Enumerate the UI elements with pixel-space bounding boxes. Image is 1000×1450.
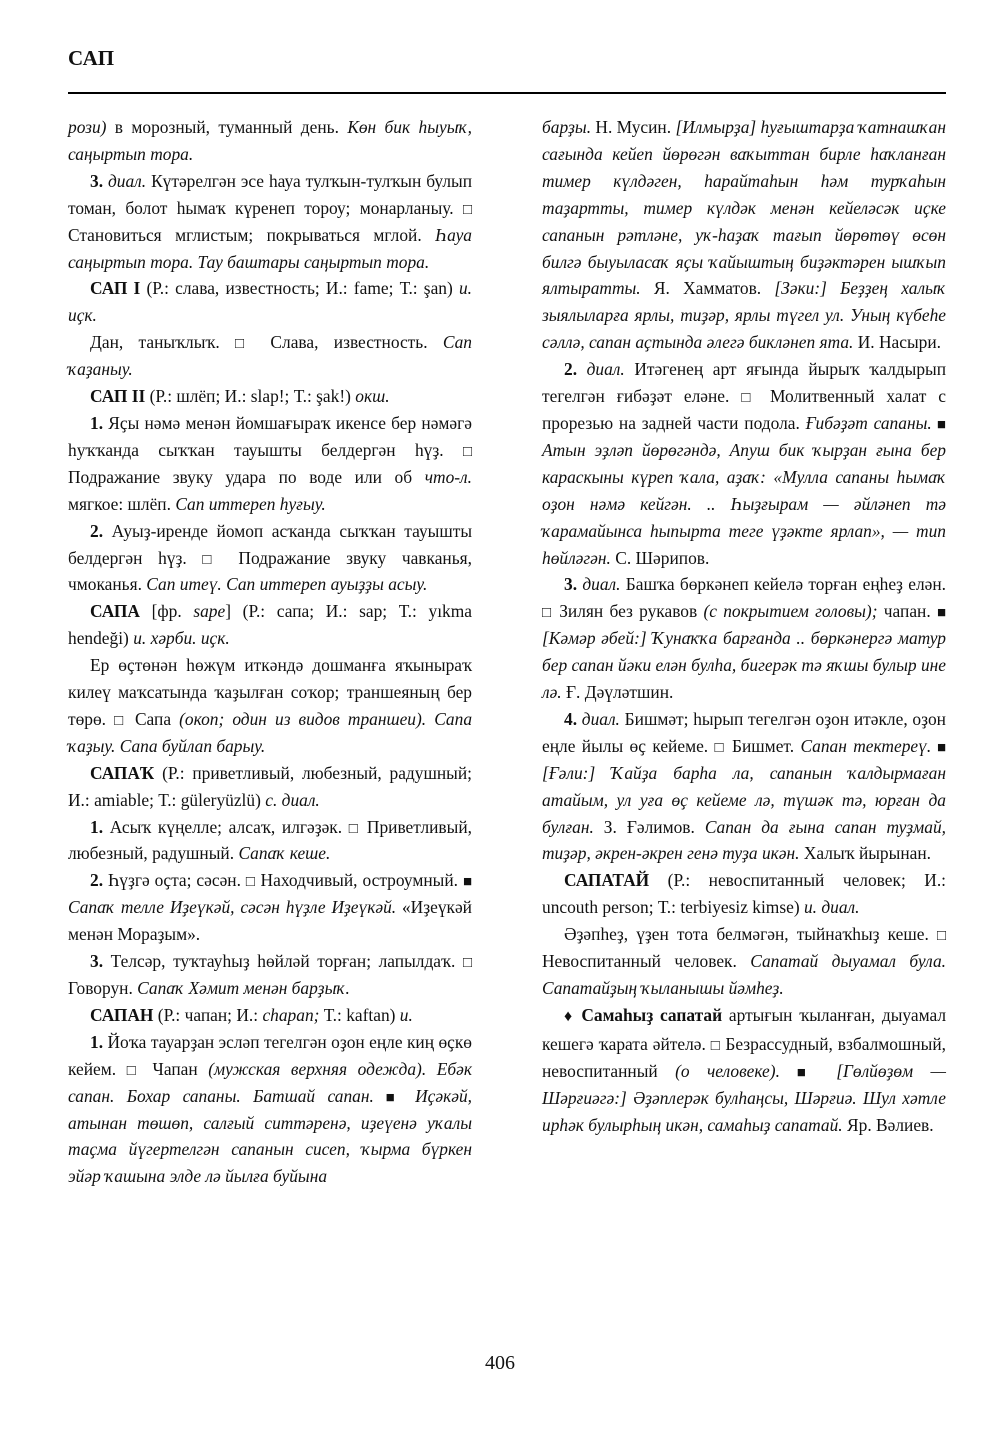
continuation-paragraph bbox=[68, 114, 472, 168]
headword-text: САП II bbox=[90, 386, 146, 407]
italic-text: (о человеке). bbox=[675, 1060, 780, 1081]
filled-square-marker: ■ bbox=[936, 605, 946, 622]
roman-text: И. Насыри. bbox=[853, 332, 942, 353]
roman-text: Дан, таныҡлыҡ. bbox=[90, 332, 236, 353]
roman-text: (Р.: приветливый, любезный, радушный; И.: amiable; Т.: güleryüzlü) bbox=[68, 762, 472, 810]
dictionary-entry bbox=[68, 598, 472, 652]
open-square-marker: □ bbox=[114, 712, 127, 729]
sense-paragraph bbox=[68, 867, 472, 948]
roman-text: Подражание звуку чавканья, чмоканья. bbox=[68, 547, 473, 595]
roman-text: (Р.: слава, известность; И.: fame; Т.: şan) bbox=[140, 278, 459, 299]
open-square-marker: □ bbox=[741, 390, 758, 407]
roman-text: Становиться мглистым; покрываться мглой. bbox=[68, 224, 436, 245]
italic-text: Сап итеү. Сап иттереп ауыҙҙы асыу. bbox=[146, 574, 428, 595]
italic-text: chapan; bbox=[262, 1004, 320, 1025]
headword-text: 2. bbox=[564, 359, 578, 380]
sense-paragraph bbox=[68, 168, 472, 276]
italic-text: рози) bbox=[68, 117, 107, 137]
running-head: САП bbox=[68, 46, 115, 70]
italic-text: барҙы. bbox=[542, 117, 592, 137]
roman-text: Я. Хамматов. bbox=[640, 278, 775, 299]
italic-text: Сапаҡ Хәмит менән барҙыҡ. bbox=[137, 978, 350, 998]
roman-text: Чапан bbox=[141, 1058, 209, 1079]
filled-square-marker: ■ bbox=[373, 1089, 403, 1106]
filled-square-marker: ■ bbox=[779, 1064, 819, 1081]
open-square-marker: □ bbox=[936, 928, 946, 945]
italic-text: и. диал. bbox=[803, 897, 860, 918]
roman-text: Зилян без рукавов bbox=[552, 601, 704, 622]
italic-text: диал. bbox=[577, 574, 621, 595]
italic-text: диал. bbox=[103, 170, 147, 191]
sense-paragraph bbox=[68, 518, 472, 599]
filled-square-marker: ■ bbox=[931, 416, 946, 433]
roman-text: Н. Мусин. bbox=[591, 117, 676, 137]
sense-paragraph bbox=[542, 571, 946, 706]
left-column bbox=[68, 114, 472, 1329]
idiom-paragraph bbox=[542, 1002, 946, 1139]
headword-text: 3. bbox=[564, 574, 578, 595]
roman-text: Башҡа бөркәнеп кейелә торған еңһеҙ елән. bbox=[620, 574, 947, 595]
headword-text: САПАТАЙ bbox=[564, 870, 650, 891]
open-square-marker: □ bbox=[462, 443, 472, 460]
headword-text: 3. bbox=[90, 170, 104, 191]
italic-text: и. иҫк. bbox=[68, 278, 473, 326]
roman-text: Молитвенный халат с прорезью на задней части подола. bbox=[542, 386, 946, 433]
italic-text: [Зәки:] Беҙҙең халыҡ зыялыларға ярлы, тиҙәр, ярлы түгел ул. Уның күбеһе сәллә, сапан аҫтында әлегә бикләнеп ята. bbox=[542, 278, 946, 353]
roman-text: артығын ҡыланған, дыуамал кешегә ҡарата әйтелә. bbox=[542, 1004, 947, 1054]
open-square-marker: □ bbox=[348, 820, 361, 837]
roman-text: Бишмет. bbox=[725, 735, 801, 756]
headword-text: 1. bbox=[90, 1031, 104, 1052]
roman-text: ] (Р.: сапа; И.: sap; Т.: yıkma hendeği) bbox=[68, 601, 472, 649]
sense-paragraph bbox=[68, 814, 472, 868]
roman-text: Итәгенең арт яғында йырыҡ ҡалдырып тегелгән ғибәҙәт еләне. bbox=[542, 359, 947, 407]
header-rule bbox=[68, 92, 946, 94]
roman-text: [фр. bbox=[139, 601, 194, 622]
italic-text: Сап иттереп һуғыу. bbox=[175, 493, 326, 514]
roman-text: Асыҡ күңелле; алсаҡ, илгәҙәк. bbox=[103, 816, 349, 837]
open-square-marker: □ bbox=[245, 874, 256, 891]
italic-text: Сапан тектереү. bbox=[800, 735, 932, 756]
italic-text: Ғибәҙәт сапаны. bbox=[805, 412, 932, 433]
headword-text: САПА bbox=[90, 601, 140, 622]
italic-text: [Илмырҙа] һуғыштарҙа ҡатнашҡан сағында кейеп йөрөгән ваҡыттан бирле һаҡланған тимер күлдәген, һарайтаһын һәм турҡаһын таҙартты, тимер күлдәк менән кейеләсәк иҫке сапанын рәтләне, уҡ-һаҙаҡ тағып йөрөтөү өсөн билгә быуыласаҡ яҫы ҡайыштың биҙәктәрен ышҡып ялтыратты. bbox=[542, 117, 946, 299]
sense-paragraph bbox=[68, 1029, 472, 1190]
roman-text: Приветливый, любезный, радушный. bbox=[68, 816, 472, 864]
headword-text: 4. bbox=[564, 708, 578, 729]
italic-text: sape bbox=[193, 601, 226, 622]
headword-text: 1. bbox=[90, 816, 104, 837]
italic-text: (мужская верхняя одежда). Ебәк сапан. Бохар сапаны. Батшай сапан. bbox=[68, 1058, 472, 1106]
roman-text: Халыҡ йырынан. bbox=[799, 843, 931, 864]
open-square-marker: □ bbox=[542, 605, 553, 622]
headword-text: Самаһыҙ сапатай bbox=[574, 1004, 723, 1025]
roman-text: Невоспитанный человек. bbox=[542, 951, 751, 972]
sense-paragraph bbox=[68, 948, 472, 1002]
open-square-marker: □ bbox=[126, 1062, 142, 1079]
roman-text: в морозный, туманный день. bbox=[106, 117, 348, 137]
open-square-marker: □ bbox=[202, 551, 223, 568]
roman-text: Һүҙгә оҫта; сәсән. bbox=[103, 870, 246, 891]
diamond-marker: ♦ bbox=[564, 1007, 575, 1025]
italic-text: с. диал. bbox=[265, 789, 320, 810]
open-square-marker: □ bbox=[235, 336, 256, 353]
continuation-paragraph bbox=[542, 114, 946, 356]
roman-text: Сапа bbox=[126, 708, 180, 729]
sense-paragraph bbox=[542, 356, 946, 571]
roman-text: Находчивый, остроумный. bbox=[255, 870, 463, 891]
italic-text: и. bbox=[399, 1004, 413, 1025]
italic-text: и. хәрби. иҫк. bbox=[133, 628, 230, 649]
definition-paragraph bbox=[542, 921, 946, 1002]
headword-text: САПАН bbox=[90, 1004, 154, 1025]
italic-text: Сапатай дыуамал була. Сапатайҙың ҡыланышы йәмһеҙ. bbox=[542, 951, 946, 998]
roman-text: чапан. bbox=[877, 601, 937, 622]
italic-text: [Ғәли:] Ҡайҙа барһа ла, сапанын ҡалдырмаған атайым, ул уға өҫ кейеме лә, түшәк тә, юрған да булған. bbox=[542, 762, 946, 837]
roman-text: Безрассудный, взбалмошный, невоспитанный bbox=[542, 1033, 947, 1081]
dictionary-entry bbox=[68, 1002, 472, 1029]
headword-text: 1. bbox=[90, 412, 104, 433]
roman-text: Әҙәпһеҙ, үҙен тота белмәгән, тыйнаҡһыҙ кеше. bbox=[564, 924, 937, 945]
open-square-marker: □ bbox=[714, 739, 726, 756]
definition-paragraph bbox=[68, 652, 472, 760]
italic-text: (с покрытием головы); bbox=[703, 601, 878, 622]
italic-text: окш. bbox=[355, 386, 390, 407]
italic-text: [Кәмәр әбей:] Ҡунаҡҡа барғанда .. бөркәнергә матур бер сапан йәки елән булһа, бигерәк тә яҡшы булыр ине лә. bbox=[542, 628, 946, 703]
roman-text: (Р.: чапан; И.: bbox=[153, 1004, 263, 1025]
roman-text: Күтәрелгән эсе һауа тулҡын-тулҡын булып томан, болот һымаҡ күренеп тороу; монарланыу. bbox=[68, 170, 473, 218]
italic-text: [Гөлйөҙөм — Шәрғиәгә:] Әҙәплерәк булһаңсы, Шәрғиә. Шул хәтле ирһәк булырһың икән, самаһыҙ сапатай. bbox=[542, 1060, 947, 1135]
dictionary-entry bbox=[68, 383, 472, 410]
italic-text: Атын эҙләп йөрөгәндә, Апуш бик ҡырҙан ғына бер караскыны күреп ҡала, аҙаҡ: «Мулла сапаны һымаҡ оҙон нәмә кейгән. .. Һыҙғырам — әйләнеп тә ҡарамайынса һыпырта теге үҙәкте ярлап», — тип һөйләгән. bbox=[542, 439, 946, 568]
italic-text: Һауа саңыртып тора. Тау баштары саңыртып тора. bbox=[68, 224, 472, 272]
definition-paragraph bbox=[68, 329, 472, 383]
roman-text: Слава, известность. bbox=[255, 332, 443, 353]
headword-text: 2. bbox=[90, 870, 104, 891]
italic-text: (окоп; один из видов траншеи). Сапа ҡаҙыу. Сапа буйлап барыу. bbox=[68, 708, 473, 756]
open-square-marker: □ bbox=[462, 955, 472, 972]
roman-text: Говорун. bbox=[68, 978, 138, 998]
two-column-body bbox=[68, 114, 946, 1329]
italic-text: Сап ҡаҙаныу. bbox=[68, 332, 472, 380]
sense-paragraph bbox=[68, 410, 472, 518]
roman-text: «Иҙеүкәй менән Мораҙым». bbox=[68, 897, 472, 945]
italic-text: диал. bbox=[577, 359, 625, 380]
dictionary-entry bbox=[68, 275, 472, 329]
page-number: 406 bbox=[485, 1352, 515, 1374]
open-square-marker: □ bbox=[710, 1037, 721, 1054]
headword-text: САП I bbox=[90, 278, 141, 299]
roman-text: З. Ғәлимов. bbox=[593, 816, 705, 837]
italic-text: Көн бик һыуыҡ, саңыртып тора. bbox=[68, 117, 472, 164]
italic-text: диал. bbox=[577, 708, 620, 729]
roman-text: Ауыҙ-иренде йомоп асҡанда сыҡҡан тауышты белдергән һүҙ. bbox=[68, 520, 472, 568]
roman-text: (Р.: невоспитанный человек; И.: uncouth person; Т.: terbiyesiz kimse) bbox=[542, 870, 946, 918]
italic-text: Сапаҡ кеше. bbox=[238, 843, 331, 864]
italic-text: Иҫәкәй, атынан төшөп, салғый ситтәренә, иҙеүенә уҡалы таҫма йүгертелгән сапанын сисеп, ҡырма бүркен эйәр ҡашына элде лә йылға буйына bbox=[68, 1085, 472, 1187]
dictionary-entry bbox=[68, 760, 472, 814]
italic-text: что-л. bbox=[424, 466, 472, 487]
italic-text: Сапан да ғына сапан туҙмай, тиҙәр, әкрен-әкрен генә туҙа икән. bbox=[542, 816, 946, 864]
roman-text: Т.: kaftan) bbox=[319, 1004, 400, 1025]
roman-text: Бишмәт; һырып тегелгән оҙон итәкле, оҙон еңле йылы өҫ кейеме. bbox=[542, 708, 946, 756]
italic-text: Сапаҡ телле Иҙеүкәй, сәсән һүҙле Иҙеүкәй. bbox=[68, 897, 397, 918]
roman-text: С. Шәрипов. bbox=[610, 547, 710, 568]
roman-text: Йоҡа тауарҙан эсләп тегелгән оҙон еңле киң өҫкө кейем. bbox=[68, 1031, 472, 1079]
roman-text: Ер өҫтөнән һөжүм иткәндә дошманға яҡыныраҡ килеү маҡсатында ҡаҙылған соҡор; траншеяның бер төрө. bbox=[68, 655, 472, 729]
dictionary-entry bbox=[542, 867, 946, 921]
sense-paragraph bbox=[542, 706, 946, 867]
roman-text: мягкое: шлёп. bbox=[68, 493, 176, 514]
headword-text: 2. bbox=[90, 520, 104, 541]
headword-text: 3. bbox=[90, 951, 104, 972]
roman-text: Телсәр, туҡтауһыҙ һөйләй торған; лапылдаҡ. bbox=[103, 951, 463, 972]
right-column bbox=[542, 114, 946, 1329]
filled-square-marker: ■ bbox=[931, 739, 947, 756]
open-square-marker: □ bbox=[462, 201, 472, 218]
roman-text: Яр. Вәлиев. bbox=[842, 1114, 934, 1135]
roman-text: Подражание звуку удара по воде или об bbox=[68, 466, 425, 487]
roman-text: Яҫы нәмә менән йомшағыраҡ икенсе бер нәмәгә һуҡҡанда сыҡҡан тауышты белдергән һүҙ. bbox=[68, 412, 472, 460]
filled-square-marker: ■ bbox=[462, 874, 472, 891]
headword-text: САПАҠ bbox=[90, 762, 155, 783]
roman-text: (Р.: шлёп; И.: slap!; Т.: şak!) bbox=[145, 386, 356, 407]
roman-text: Ғ. Дәүләтшин. bbox=[561, 682, 674, 703]
